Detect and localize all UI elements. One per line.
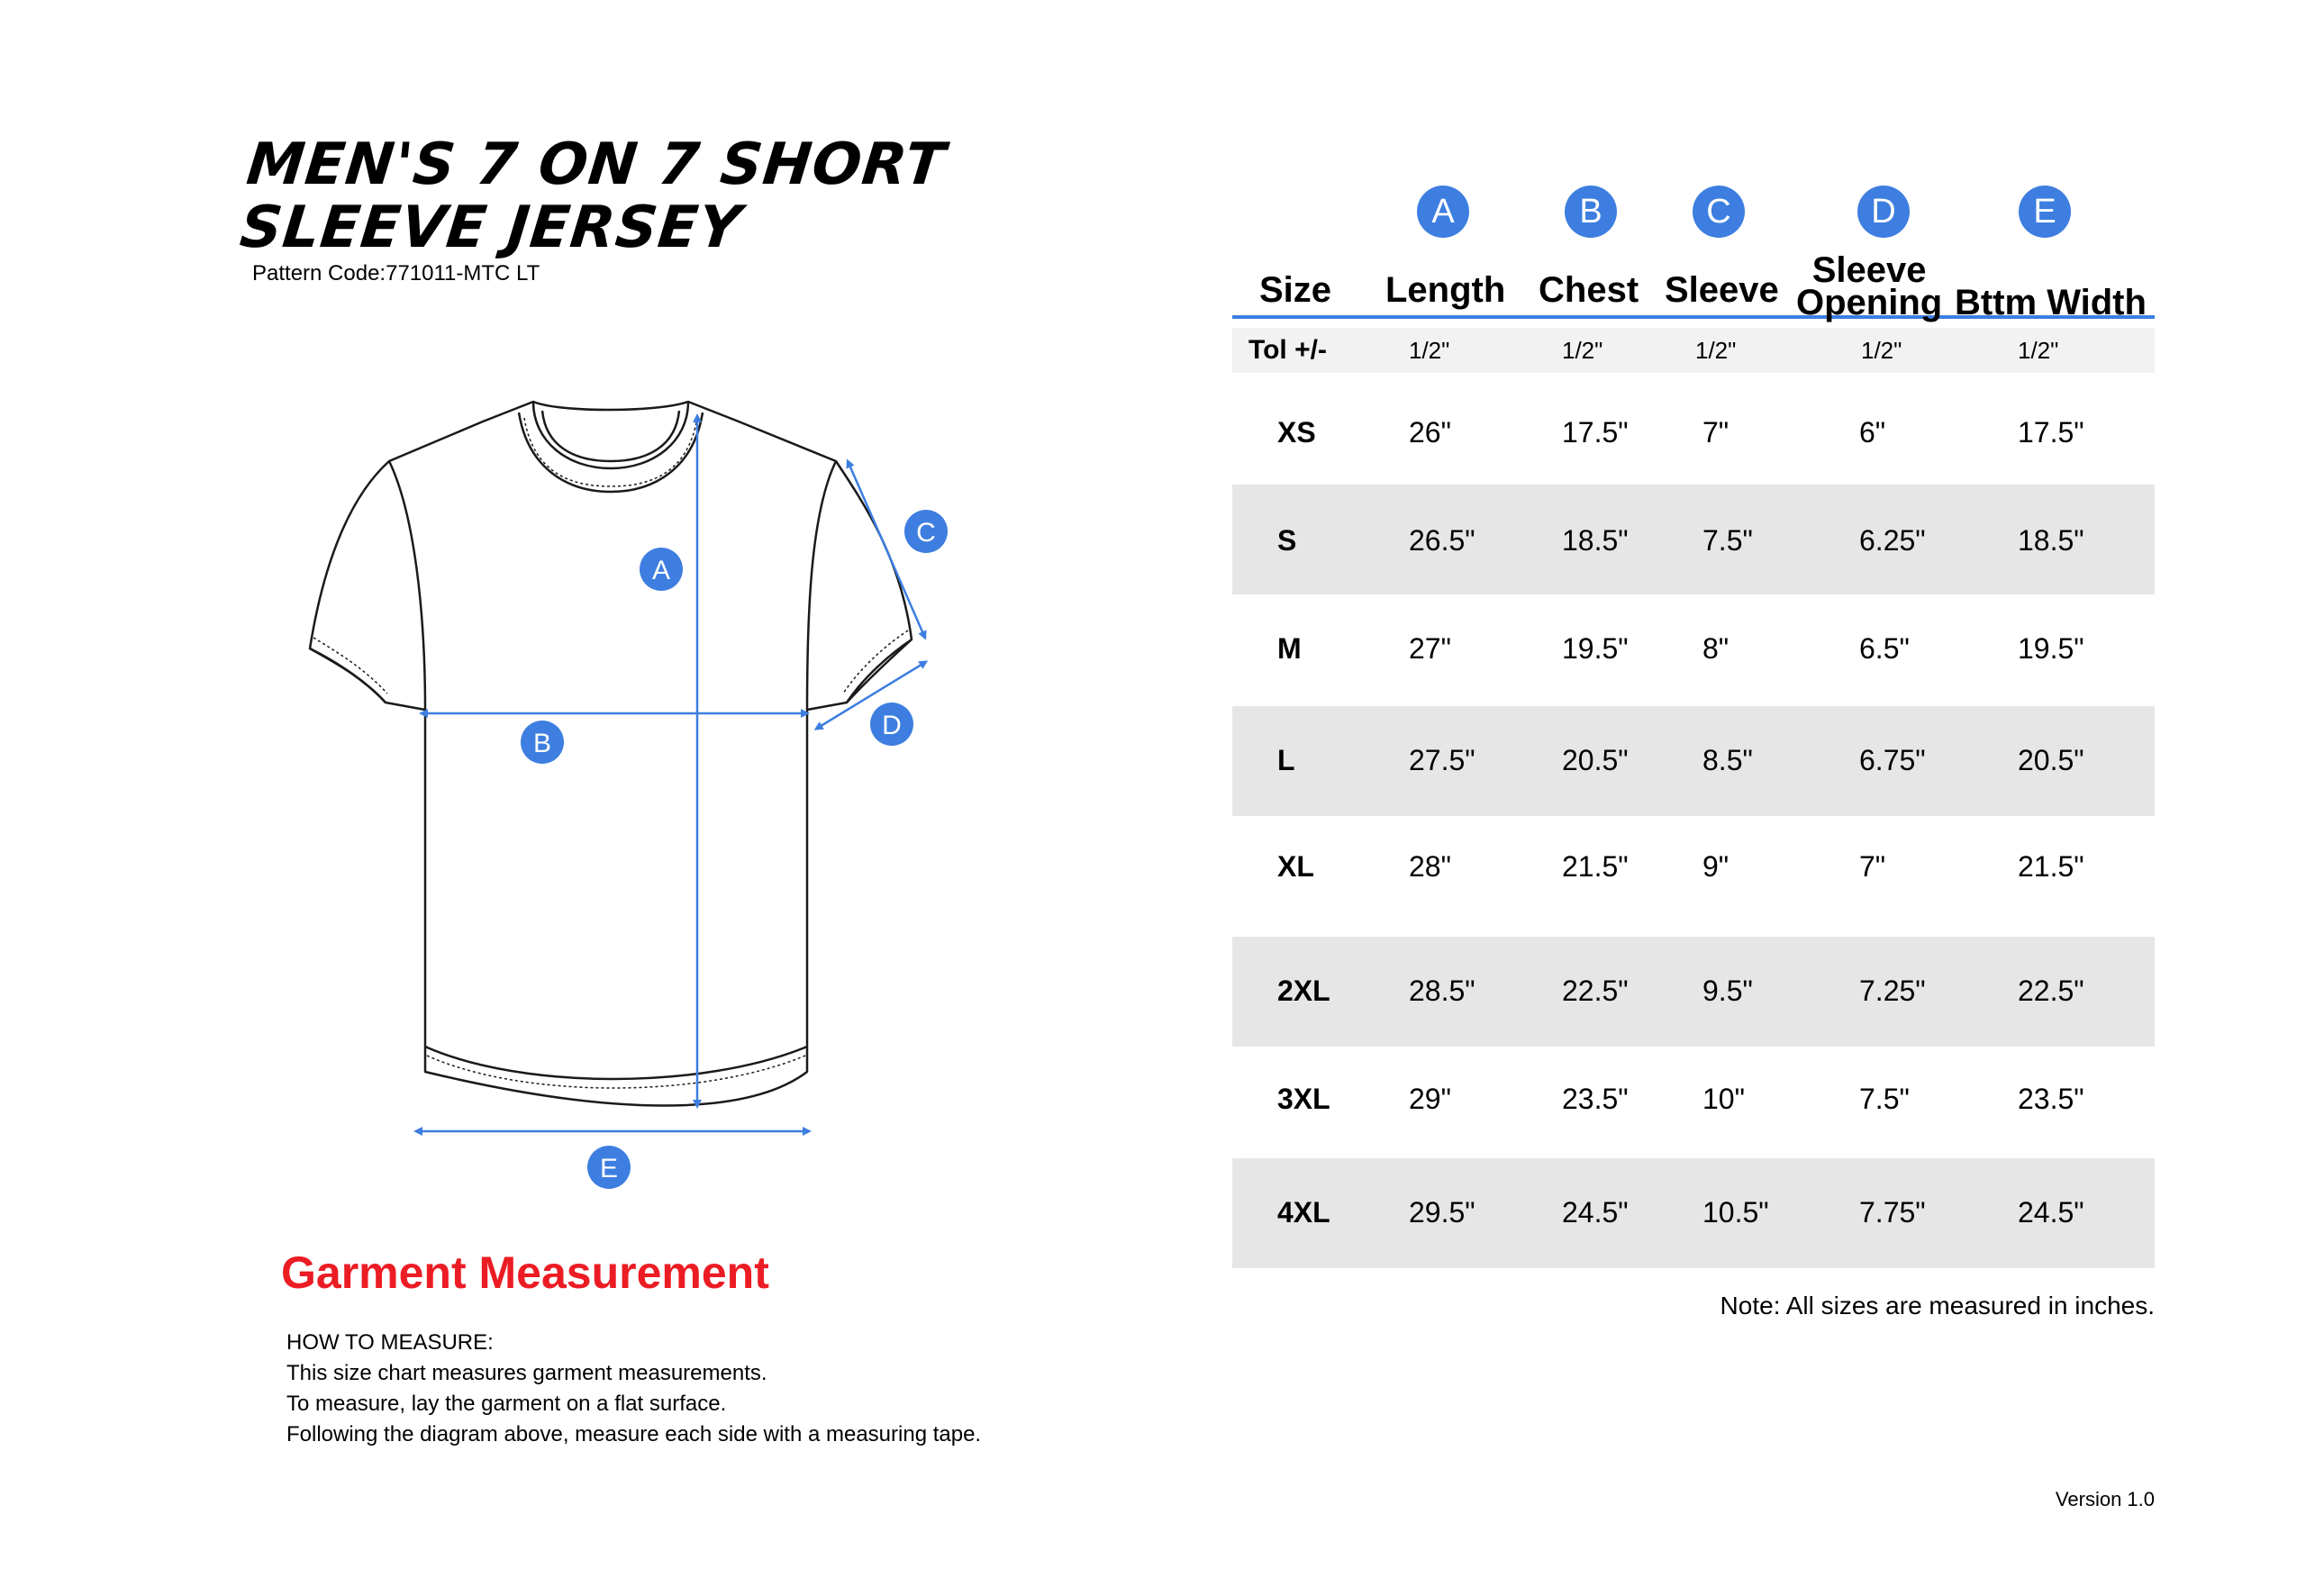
header-sleeve: Sleeve — [1665, 270, 1779, 310]
length-cell: 28" — [1409, 850, 1451, 883]
tolerance-value: 1/2" — [1562, 337, 1603, 364]
bottom-width-cell: 21.5" — [2018, 850, 2084, 883]
size-cell: XS — [1277, 416, 1316, 449]
tolerance-value: 1/2" — [1861, 337, 1902, 364]
badge-e-icon — [587, 1146, 631, 1189]
badge-a-icon: A — [1417, 186, 1469, 238]
pattern-code: Pattern Code:771011-MTC LT — [252, 261, 540, 286]
header-size: Size — [1259, 270, 1332, 310]
badge-a-icon — [640, 548, 683, 591]
sleeve-opening-cell: 6.25" — [1859, 524, 1926, 557]
sleeve-opening-cell: 7" — [1859, 850, 1886, 883]
shirt-outline — [310, 402, 912, 1106]
badge-c-icon: C — [1693, 186, 1745, 238]
tolerance-value: 1/2" — [1695, 337, 1737, 364]
badge-d-icon: D — [1857, 186, 1910, 238]
length-cell: 29" — [1409, 1083, 1451, 1115]
bottom-width-cell: 22.5" — [2018, 975, 2084, 1007]
length-cell: 27.5" — [1409, 744, 1475, 776]
sleeve-cell: 10.5" — [1702, 1196, 1769, 1229]
version-label: Version 1.0 — [2055, 1488, 2155, 1510]
sleeve-cell: 7" — [1702, 416, 1730, 449]
shirt-diagram — [270, 378, 991, 1207]
how-to-measure — [286, 1328, 981, 1450]
size-cell: XL — [1277, 850, 1314, 883]
length-cell: 27" — [1409, 632, 1451, 665]
sleeve-cell: 8" — [1702, 632, 1730, 665]
chest-cell: 19.5" — [1562, 632, 1629, 665]
tolerance-label: Tol +/- — [1248, 335, 1327, 365]
how-to-line: Following the diagram above, measure each side with a measuring tape. — [286, 1422, 982, 1446]
size-cell: M — [1277, 632, 1302, 665]
chest-cell: 23.5" — [1562, 1083, 1629, 1115]
sleeve-opening-cell: 6.75" — [1859, 744, 1926, 776]
table-row — [1232, 706, 2155, 816]
size-cell: L — [1277, 744, 1295, 776]
sleeve-opening-cell: 6.5" — [1859, 632, 1910, 665]
how-to-line: HOW TO MEASURE: — [286, 1330, 494, 1355]
sleeve-opening-cell: 7.5" — [1859, 1083, 1910, 1115]
badge-e-label: E — [599, 1154, 619, 1183]
header-bottom-width: Bttm Width — [1955, 283, 2147, 322]
badge-c-label: C — [916, 518, 936, 548]
sleeve-cell: 8.5" — [1702, 744, 1753, 776]
how-to-line: This size chart measures garment measurements. — [286, 1361, 767, 1385]
header-sleeve-opening-line-1: Sleeve — [1811, 250, 1927, 290]
tolerance-value: 1/2" — [2018, 337, 2059, 364]
size-cell: 3XL — [1277, 1083, 1330, 1115]
header-sleeve-opening-line-2: Opening — [1796, 283, 1943, 322]
badge-b-icon: B — [1565, 186, 1617, 238]
sleeve-cell: 9" — [1702, 850, 1730, 883]
title-line-2: SLEEVE JERSEY — [237, 195, 745, 261]
chest-cell: 20.5" — [1562, 744, 1629, 776]
badge-a-label: A — [651, 556, 671, 585]
sleeve-opening-cell: 7.75" — [1859, 1196, 1926, 1229]
how-to-line: To measure, lay the garment on a flat surface. — [286, 1392, 727, 1416]
badge-d-icon — [870, 703, 913, 746]
measurement-note: Note: All sizes are measured in inches. — [1720, 1292, 2155, 1319]
bottom-width-cell: 24.5" — [2018, 1196, 2084, 1229]
table-row — [1232, 1158, 2155, 1268]
tolerance-row — [1232, 328, 2155, 373]
length-cell: 29.5" — [1409, 1196, 1475, 1229]
sleeve-cell: 7.5" — [1702, 524, 1753, 557]
length-cell: 28.5" — [1409, 975, 1475, 1007]
chest-cell: 18.5" — [1562, 524, 1629, 557]
chest-cell: 22.5" — [1562, 975, 1629, 1007]
table-row — [1232, 594, 2155, 706]
size-cell: S — [1277, 524, 1297, 557]
badge-b-icon — [521, 721, 564, 764]
size-cell: 4XL — [1277, 1196, 1330, 1229]
size-cell: 2XL — [1277, 975, 1330, 1007]
sleeve-cell: 10" — [1702, 1083, 1745, 1115]
bottom-width-cell: 18.5" — [2018, 524, 2084, 557]
size-chart-table — [1232, 180, 2155, 1268]
table-row — [1232, 485, 2155, 594]
sleeve-cell: 9.5" — [1702, 975, 1753, 1007]
table-header — [1232, 180, 2155, 322]
badge-c-icon — [904, 510, 948, 553]
bottom-width-cell: 23.5" — [2018, 1083, 2084, 1115]
title-line-1: MEN'S 7 ON 7 SHORT — [243, 131, 949, 198]
table-row — [1232, 816, 2155, 937]
bottom-width-cell: 20.5" — [2018, 744, 2084, 776]
chest-cell: 21.5" — [1562, 850, 1629, 883]
page-title — [237, 133, 1025, 259]
header-chest: Chest — [1539, 270, 1639, 310]
sleeve-opening-cell: 7.25" — [1859, 975, 1926, 1007]
chest-cell: 17.5" — [1562, 416, 1629, 449]
garment-measurement-heading: Garment Measurement — [281, 1247, 769, 1298]
bottom-width-cell: 17.5" — [2018, 416, 2084, 449]
bottom-width-cell: 19.5" — [2018, 632, 2084, 665]
length-cell: 26.5" — [1409, 524, 1475, 557]
length-cell: 26" — [1409, 416, 1451, 449]
header-length: Length — [1385, 270, 1506, 310]
table-row — [1232, 373, 2155, 485]
tolerance-value: 1/2" — [1409, 337, 1450, 364]
badge-b-label: B — [532, 729, 552, 758]
table-row — [1232, 937, 2155, 1047]
badge-d-label: D — [882, 711, 902, 740]
header-sleeve-opening — [1796, 250, 1943, 322]
badge-e-icon: E — [2019, 186, 2071, 238]
chest-cell: 24.5" — [1562, 1196, 1629, 1229]
table-row — [1232, 1047, 2155, 1158]
sleeve-opening-cell: 6" — [1859, 416, 1886, 449]
